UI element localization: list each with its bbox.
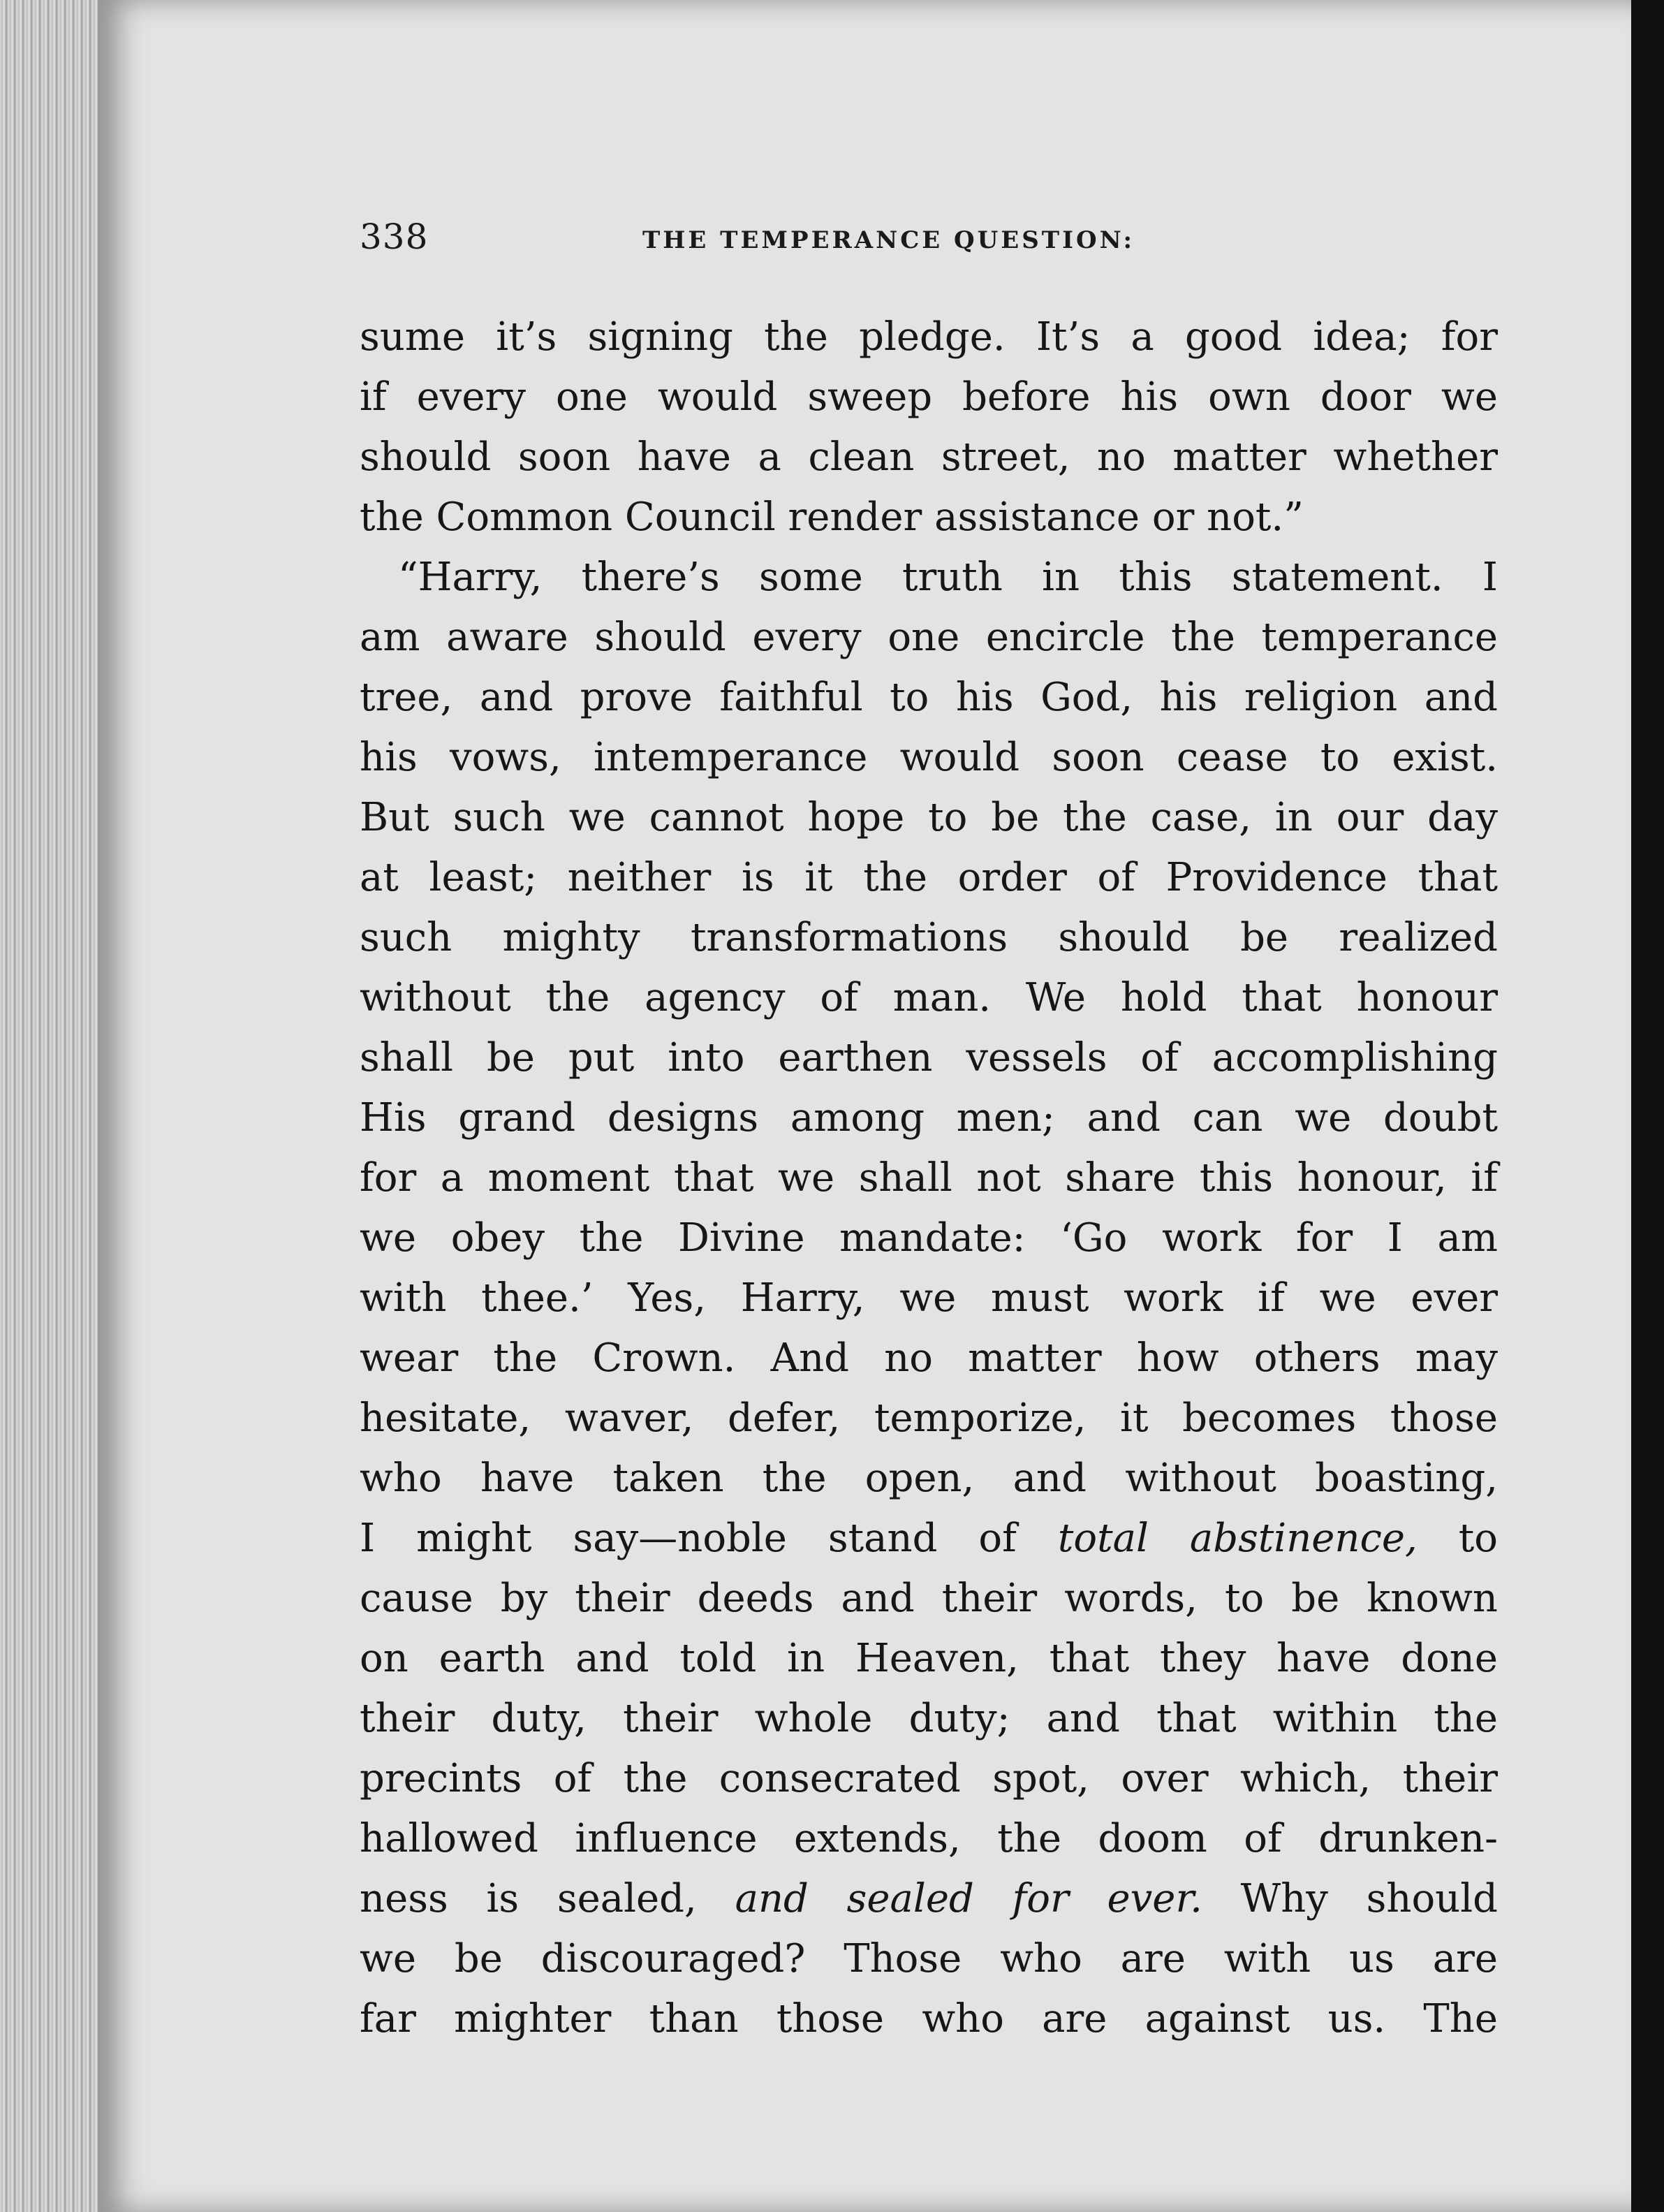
text-line: at least; neither is it the order of Providence that <box>360 855 1498 900</box>
text-line: if every one would sweep before his own door we <box>360 374 1498 420</box>
text-line: precints of the consecrated spot, over which, their <box>360 1756 1498 1801</box>
italic-phrase: and sealed for ever. <box>735 1876 1202 1921</box>
text-line: his vows, intemperance would soon cease to exist. <box>360 735 1498 780</box>
text-line: shall be put into earthen vessels of accomplishing <box>360 1035 1498 1081</box>
text-line: wear the Crown. And no matter how others may <box>360 1335 1498 1381</box>
text-line: “Harry, there’s some truth in this statement. I <box>398 555 1498 600</box>
text-line: sume it’s signing the pledge. It’s a good idea; for <box>360 314 1498 360</box>
text-line: on earth and told in Heaven, that they have done <box>360 1636 1498 1681</box>
text-line: without the agency of man. We hold that honour <box>360 975 1498 1020</box>
text-line: tree, and prove faithful to his God, his religion and <box>360 675 1498 720</box>
text-line: His grand designs among men; and can we doubt <box>360 1095 1498 1141</box>
page-number: 338 <box>360 217 429 257</box>
italic-phrase: total abstinence, <box>1057 1516 1418 1561</box>
text-line: their duty, their whole duty; and that within the <box>360 1696 1498 1741</box>
text-line: the Common Council render assistance or not.” <box>360 495 1304 540</box>
running-head: THE TEMPERANCE QUESTION: <box>642 226 1135 254</box>
text-line: hesitate, waver, defer, temporize, it becomes those <box>360 1396 1498 1441</box>
text-line: such mighty transformations should be realized <box>360 915 1498 960</box>
text-line: hallowed influence extends, the doom of drunken- <box>360 1816 1498 1861</box>
text-line: cause by their deeds and their words, to be known <box>360 1576 1498 1621</box>
text-line: far mighter than those who are against us. The <box>360 1996 1498 2042</box>
book-page-edges <box>0 0 105 2212</box>
scan-border <box>1631 0 1664 2212</box>
text-line: we be discouraged? Those who are with us are <box>360 1936 1498 1982</box>
text-line: But such we cannot hope to be the case, in our day <box>360 795 1498 840</box>
text-line: should soon have a clean street, no matter whether <box>360 434 1498 480</box>
text-line: for a moment that we shall not share this honour, if <box>360 1155 1498 1201</box>
text-line: I might say—noble stand of total abstinence, to <box>360 1516 1499 1561</box>
text-line: we obey the Divine mandate: ‘Go work for I am <box>360 1215 1498 1261</box>
text-line: am aware should every one encircle the temperance <box>360 615 1498 660</box>
page-header <box>360 217 1477 265</box>
text-line: with thee.’ Yes, Harry, we must work if we ever <box>360 1275 1498 1321</box>
text-line: who have taken the open, and without boasting, <box>360 1456 1498 1501</box>
body-text <box>360 307 1498 2049</box>
text-line: ness is sealed, and sealed for ever. Why should <box>360 1876 1498 1921</box>
